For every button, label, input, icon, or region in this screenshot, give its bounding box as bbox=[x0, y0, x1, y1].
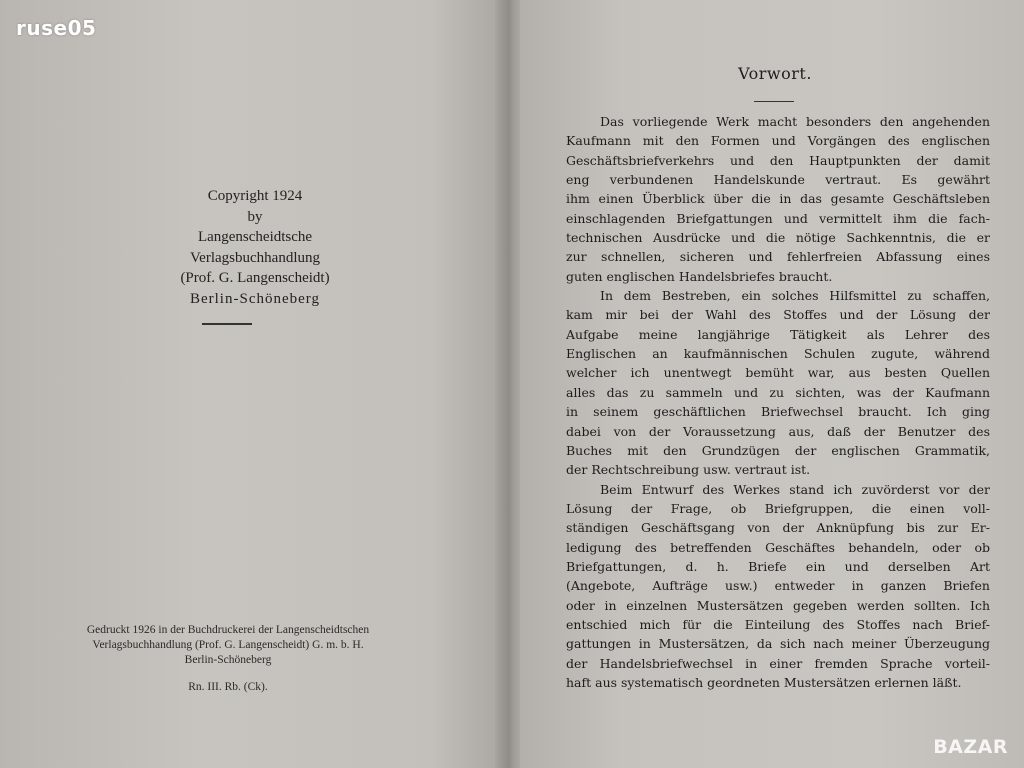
text-line: oder in einzelnen Mustersätzen gegeben werden sollten. Ich bbox=[566, 597, 990, 613]
text-line: der Rechtschreibung usw. vertraut ist. bbox=[566, 462, 811, 478]
printer-imprint bbox=[38, 623, 418, 695]
text-line: dabei von der Voraussetzung aus, daß der Benutzer des bbox=[566, 423, 990, 439]
text-line: Aufgabe meine langjährige Tätigkeit als Lehrer des bbox=[566, 326, 990, 342]
text-line: einschlagenden Briefgattungen und vermittelt ihm die fach- bbox=[566, 210, 990, 226]
copyright-line: Verlagsbuchhandlung bbox=[190, 249, 320, 266]
copyright-line: by bbox=[247, 208, 263, 225]
copyright-line: Berlin-Schöneberg bbox=[189, 290, 321, 307]
text-line: gattungen in Mustersätzen, da sich nach meiner Überzeugung bbox=[566, 636, 990, 652]
divider bbox=[202, 323, 252, 325]
foreword-text bbox=[566, 112, 990, 692]
text-line: guten englischen Handelsbriefes braucht. bbox=[566, 268, 833, 284]
text-line: Briefgattungen, d. h. Briefe ein und derselben Art bbox=[566, 558, 990, 574]
text-line: Beim Entwurf des Werkes stand ich zuvörderst vor der bbox=[600, 481, 990, 497]
text-line: In dem Bestreben, ein solches Hilfsmittel zu schaffen, bbox=[600, 288, 990, 304]
text-line: kam mir bei der Wahl des Stoffes und der Lösung der bbox=[566, 307, 990, 323]
print-code: Rn. III. Rb. (Ck). bbox=[188, 681, 268, 693]
text-line: Geschäftsbriefverkehrs und den Hauptpunkten der damit bbox=[566, 152, 990, 168]
text-line: ihm einen Überblick über die in das gesamte Geschäftsleben bbox=[566, 191, 990, 207]
text-line: Kaufmann mit den Formen und Vorgängen des englischen bbox=[566, 133, 990, 149]
copyright-block bbox=[120, 186, 390, 309]
copyright-line: Copyright 1924 bbox=[207, 188, 303, 204]
heading-divider bbox=[754, 101, 794, 102]
text-line: ledigung des betreffenden Geschäftes behandeln, oder ob bbox=[566, 539, 990, 555]
text-line: eng verbundenen Handelskunde vertraut. Es gewährt bbox=[566, 172, 990, 188]
page-heading: Vorwort. bbox=[738, 64, 812, 83]
text-line: haft aus systematisch geordneten Mustersätzen erlernen läßt. bbox=[566, 674, 962, 690]
text-line: ständigen Geschäftsgang von der Anknüpfung bis zur Er- bbox=[566, 520, 990, 536]
text-line: in seinem geschäftlichen Briefwechsel braucht. Ich ging bbox=[566, 404, 990, 420]
text-line: Das vorliegende Werk macht besonders den angehenden bbox=[600, 114, 990, 129]
copyright-line: (Prof. G. Langenscheidt) bbox=[180, 270, 330, 286]
text-line: der Handelsbriefwechsel in einer fremden Sprache vorteil- bbox=[566, 655, 990, 671]
text-line: Lösung der Frage, ob Briefgruppen, die einen voll- bbox=[566, 500, 990, 516]
bazar-logo: BAZAR bbox=[933, 736, 1008, 758]
text-line: technischen Ausdrücke und die nötige Sachkenntnis, die er bbox=[566, 230, 990, 246]
printer-line: Berlin-Schöneberg bbox=[184, 654, 272, 666]
printer-line: Verlagsbuchhandlung (Prof. G. Langenscheidt) G. m. b. H. bbox=[92, 639, 364, 651]
text-line: alles das zu sammeln und zu sichten, was der Kaufmann bbox=[566, 384, 990, 400]
text-line: Buches mit den Grundzügen der englischen Grammatik, bbox=[566, 442, 990, 458]
copyright-line: Langenscheidtsche bbox=[197, 229, 313, 245]
watermark: ruse05 bbox=[16, 16, 97, 40]
text-line: zur schnellen, sicheren und fehlerfreien Abfassung eines bbox=[566, 249, 990, 265]
text-line: Englischen an kaufmännischen Schulen zugute, während bbox=[566, 346, 990, 362]
printer-line: Gedruckt 1926 in der Buchdruckerei der Langenscheidtschen bbox=[86, 624, 370, 636]
text-line: entschied mich für die Einteilung des Stoffes nach Brief- bbox=[566, 616, 990, 632]
text-line: welcher ich unentwegt bemüht war, aus besten Quellen bbox=[566, 365, 990, 381]
text-line: (Angebote, Aufträge usw.) entweder in ganzen Briefen bbox=[566, 578, 990, 594]
